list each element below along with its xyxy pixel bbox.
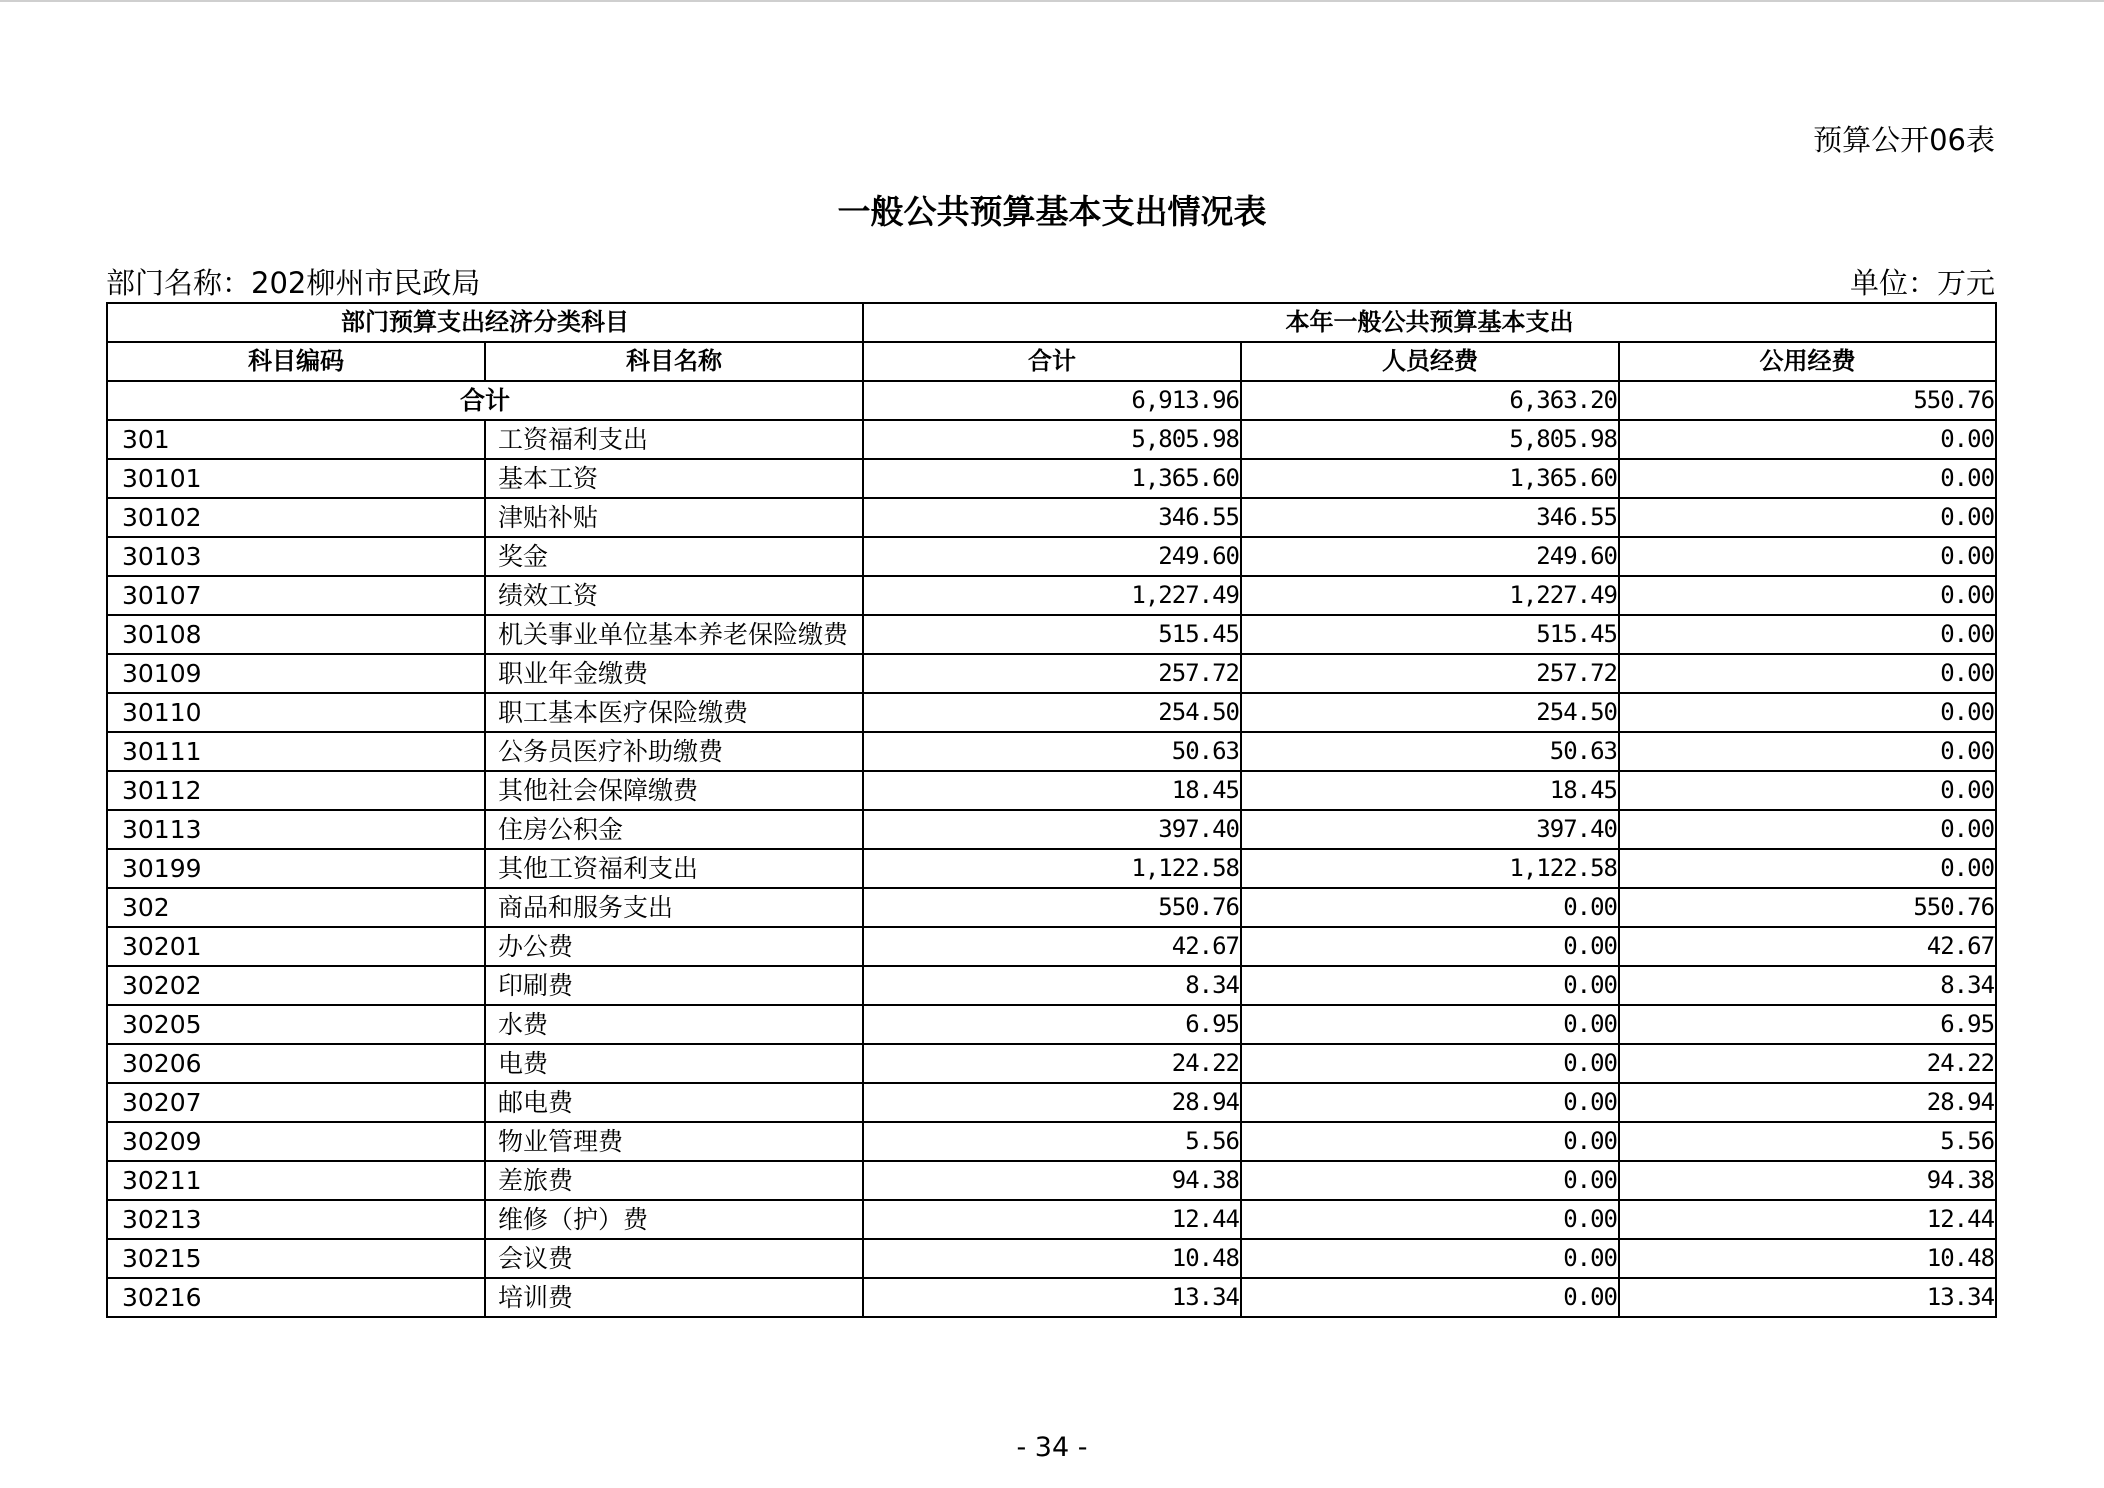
total-row bbox=[107, 381, 1996, 420]
cell-total: 254.50 bbox=[863, 693, 1241, 732]
total-row-label: 合计 bbox=[107, 381, 863, 420]
table-row bbox=[107, 1083, 1996, 1122]
cell-name: 其他工资福利支出 bbox=[485, 849, 863, 888]
cell-total: 1,227.49 bbox=[863, 576, 1241, 615]
cell-personnel: 0.00 bbox=[1241, 1044, 1619, 1083]
table-row bbox=[107, 1278, 1996, 1317]
cell-public: 24.22 bbox=[1619, 1044, 1996, 1083]
cell-code: 30202 bbox=[107, 966, 485, 1005]
cell-code: 30205 bbox=[107, 1005, 485, 1044]
cell-personnel: 346.55 bbox=[1241, 498, 1619, 537]
current-year-group-header: 本年一般公共预算基本支出 bbox=[863, 303, 1996, 342]
cell-public: 0.00 bbox=[1619, 615, 1996, 654]
cell-name: 绩效工资 bbox=[485, 576, 863, 615]
cell-total: 5.56 bbox=[863, 1122, 1241, 1161]
cell-public: 0.00 bbox=[1619, 459, 1996, 498]
cell-total: 18.45 bbox=[863, 771, 1241, 810]
cell-code: 30215 bbox=[107, 1239, 485, 1278]
page-number: - 34 - bbox=[1016, 1432, 1088, 1463]
cell-personnel: 397.40 bbox=[1241, 810, 1619, 849]
cell-total: 249.60 bbox=[863, 537, 1241, 576]
table-row bbox=[107, 771, 1996, 810]
cell-name: 机关事业单位基本养老保险缴费 bbox=[485, 615, 863, 654]
cell-personnel: 257.72 bbox=[1241, 654, 1619, 693]
cell-name: 职业年金缴费 bbox=[485, 654, 863, 693]
cell-public: 0.00 bbox=[1619, 654, 1996, 693]
cell-public: 0.00 bbox=[1619, 810, 1996, 849]
cell-code: 30211 bbox=[107, 1161, 485, 1200]
cell-personnel: 0.00 bbox=[1241, 927, 1619, 966]
cell-total: 397.40 bbox=[863, 810, 1241, 849]
cell-name: 邮电费 bbox=[485, 1083, 863, 1122]
page-title: 一般公共预算基本支出情况表 bbox=[837, 192, 1267, 231]
cell-public: 0.00 bbox=[1619, 576, 1996, 615]
cell-personnel: 249.60 bbox=[1241, 537, 1619, 576]
table-row bbox=[107, 732, 1996, 771]
table-row bbox=[107, 420, 1996, 459]
cell-public: 10.48 bbox=[1619, 1239, 1996, 1278]
cell-personnel: 0.00 bbox=[1241, 1122, 1619, 1161]
cell-total: 12.44 bbox=[863, 1200, 1241, 1239]
cell-name: 住房公积金 bbox=[485, 810, 863, 849]
cell-code: 30111 bbox=[107, 732, 485, 771]
budget-expenditure-table bbox=[106, 302, 1997, 1318]
table-row bbox=[107, 537, 1996, 576]
cell-name: 商品和服务支出 bbox=[485, 888, 863, 927]
cell-total: 13.34 bbox=[863, 1278, 1241, 1317]
cell-public: 42.67 bbox=[1619, 927, 1996, 966]
cell-code: 30112 bbox=[107, 771, 485, 810]
table-row bbox=[107, 810, 1996, 849]
cell-personnel: 0.00 bbox=[1241, 1161, 1619, 1200]
group-header-row bbox=[107, 303, 1996, 342]
table-row bbox=[107, 459, 1996, 498]
cell-code: 30207 bbox=[107, 1083, 485, 1122]
cell-public: 0.00 bbox=[1619, 420, 1996, 459]
cell-total: 550.76 bbox=[863, 888, 1241, 927]
cell-name: 维修（护）费 bbox=[485, 1200, 863, 1239]
cell-name: 职工基本医疗保险缴费 bbox=[485, 693, 863, 732]
column-header-name: 科目名称 bbox=[485, 342, 863, 381]
cell-personnel: 0.00 bbox=[1241, 1239, 1619, 1278]
table-row bbox=[107, 888, 1996, 927]
cell-name: 公务员医疗补助缴费 bbox=[485, 732, 863, 771]
cell-public: 0.00 bbox=[1619, 537, 1996, 576]
total-row-total: 6,913.96 bbox=[863, 381, 1241, 420]
total-row-personnel: 6,363.20 bbox=[1241, 381, 1619, 420]
total-row-public: 550.76 bbox=[1619, 381, 1996, 420]
cell-name: 物业管理费 bbox=[485, 1122, 863, 1161]
table-row bbox=[107, 576, 1996, 615]
cell-code: 30108 bbox=[107, 615, 485, 654]
cell-code: 302 bbox=[107, 888, 485, 927]
cell-public: 0.00 bbox=[1619, 849, 1996, 888]
cell-code: 30103 bbox=[107, 537, 485, 576]
cell-public: 94.38 bbox=[1619, 1161, 1996, 1200]
cell-name: 电费 bbox=[485, 1044, 863, 1083]
cell-code: 30213 bbox=[107, 1200, 485, 1239]
cell-public: 6.95 bbox=[1619, 1005, 1996, 1044]
cell-personnel: 1,365.60 bbox=[1241, 459, 1619, 498]
cell-code: 30201 bbox=[107, 927, 485, 966]
cell-public: 0.00 bbox=[1619, 771, 1996, 810]
cell-name: 水费 bbox=[485, 1005, 863, 1044]
column-header-personnel: 人员经费 bbox=[1241, 342, 1619, 381]
cell-code: 30209 bbox=[107, 1122, 485, 1161]
cell-code: 30109 bbox=[107, 654, 485, 693]
cell-name: 津贴补贴 bbox=[485, 498, 863, 537]
cell-total: 515.45 bbox=[863, 615, 1241, 654]
cell-total: 6.95 bbox=[863, 1005, 1241, 1044]
table-row bbox=[107, 654, 1996, 693]
department-name-label: 部门名称：202柳州市民政局 bbox=[106, 266, 481, 300]
table-row bbox=[107, 849, 1996, 888]
table-row bbox=[107, 1200, 1996, 1239]
cell-personnel: 0.00 bbox=[1241, 1083, 1619, 1122]
cell-personnel: 0.00 bbox=[1241, 1200, 1619, 1239]
page-top-border bbox=[0, 0, 2104, 2]
table-row bbox=[107, 615, 1996, 654]
table-row bbox=[107, 1122, 1996, 1161]
cell-code: 30199 bbox=[107, 849, 485, 888]
table-row bbox=[107, 498, 1996, 537]
table-row bbox=[107, 966, 1996, 1005]
cell-total: 42.67 bbox=[863, 927, 1241, 966]
cell-code: 30206 bbox=[107, 1044, 485, 1083]
table-code-label: 预算公开06表 bbox=[1813, 123, 1995, 157]
cell-public: 550.76 bbox=[1619, 888, 1996, 927]
column-header-total: 合计 bbox=[863, 342, 1241, 381]
cell-personnel: 18.45 bbox=[1241, 771, 1619, 810]
table-row bbox=[107, 1044, 1996, 1083]
cell-total: 24.22 bbox=[863, 1044, 1241, 1083]
cell-personnel: 5,805.98 bbox=[1241, 420, 1619, 459]
table-body bbox=[107, 303, 1996, 1317]
cell-name: 工资福利支出 bbox=[485, 420, 863, 459]
cell-total: 1,365.60 bbox=[863, 459, 1241, 498]
cell-public: 5.56 bbox=[1619, 1122, 1996, 1161]
cell-public: 12.44 bbox=[1619, 1200, 1996, 1239]
cell-code: 301 bbox=[107, 420, 485, 459]
cell-personnel: 0.00 bbox=[1241, 888, 1619, 927]
cell-code: 30110 bbox=[107, 693, 485, 732]
classification-group-header: 部门预算支出经济分类科目 bbox=[107, 303, 863, 342]
cell-personnel: 0.00 bbox=[1241, 966, 1619, 1005]
column-header-code: 科目编码 bbox=[107, 342, 485, 381]
cell-total: 1,122.58 bbox=[863, 849, 1241, 888]
cell-public: 8.34 bbox=[1619, 966, 1996, 1005]
table-row bbox=[107, 927, 1996, 966]
cell-personnel: 515.45 bbox=[1241, 615, 1619, 654]
cell-public: 0.00 bbox=[1619, 498, 1996, 537]
column-header-public: 公用经费 bbox=[1619, 342, 1996, 381]
cell-code: 30102 bbox=[107, 498, 485, 537]
cell-total: 8.34 bbox=[863, 966, 1241, 1005]
cell-code: 30101 bbox=[107, 459, 485, 498]
cell-total: 346.55 bbox=[863, 498, 1241, 537]
cell-code: 30113 bbox=[107, 810, 485, 849]
cell-public: 0.00 bbox=[1619, 693, 1996, 732]
cell-total: 10.48 bbox=[863, 1239, 1241, 1278]
cell-name: 印刷费 bbox=[485, 966, 863, 1005]
cell-name: 办公费 bbox=[485, 927, 863, 966]
table-row bbox=[107, 1005, 1996, 1044]
cell-public: 28.94 bbox=[1619, 1083, 1996, 1122]
cell-name: 奖金 bbox=[485, 537, 863, 576]
cell-name: 其他社会保障缴费 bbox=[485, 771, 863, 810]
unit-label: 单位：万元 bbox=[1849, 266, 1995, 300]
cell-code: 30216 bbox=[107, 1278, 485, 1317]
cell-name: 会议费 bbox=[485, 1239, 863, 1278]
cell-name: 培训费 bbox=[485, 1278, 863, 1317]
cell-personnel: 0.00 bbox=[1241, 1005, 1619, 1044]
cell-code: 30107 bbox=[107, 576, 485, 615]
column-header-row bbox=[107, 342, 1996, 381]
table-row bbox=[107, 1161, 1996, 1200]
cell-name: 基本工资 bbox=[485, 459, 863, 498]
cell-total: 50.63 bbox=[863, 732, 1241, 771]
cell-personnel: 1,122.58 bbox=[1241, 849, 1619, 888]
cell-name: 差旅费 bbox=[485, 1161, 863, 1200]
cell-total: 257.72 bbox=[863, 654, 1241, 693]
cell-personnel: 50.63 bbox=[1241, 732, 1619, 771]
cell-public: 13.34 bbox=[1619, 1278, 1996, 1317]
cell-total: 28.94 bbox=[863, 1083, 1241, 1122]
cell-personnel: 254.50 bbox=[1241, 693, 1619, 732]
cell-total: 5,805.98 bbox=[863, 420, 1241, 459]
cell-personnel: 0.00 bbox=[1241, 1278, 1619, 1317]
cell-public: 0.00 bbox=[1619, 732, 1996, 771]
cell-personnel: 1,227.49 bbox=[1241, 576, 1619, 615]
table-row bbox=[107, 1239, 1996, 1278]
table-row bbox=[107, 693, 1996, 732]
cell-total: 94.38 bbox=[863, 1161, 1241, 1200]
